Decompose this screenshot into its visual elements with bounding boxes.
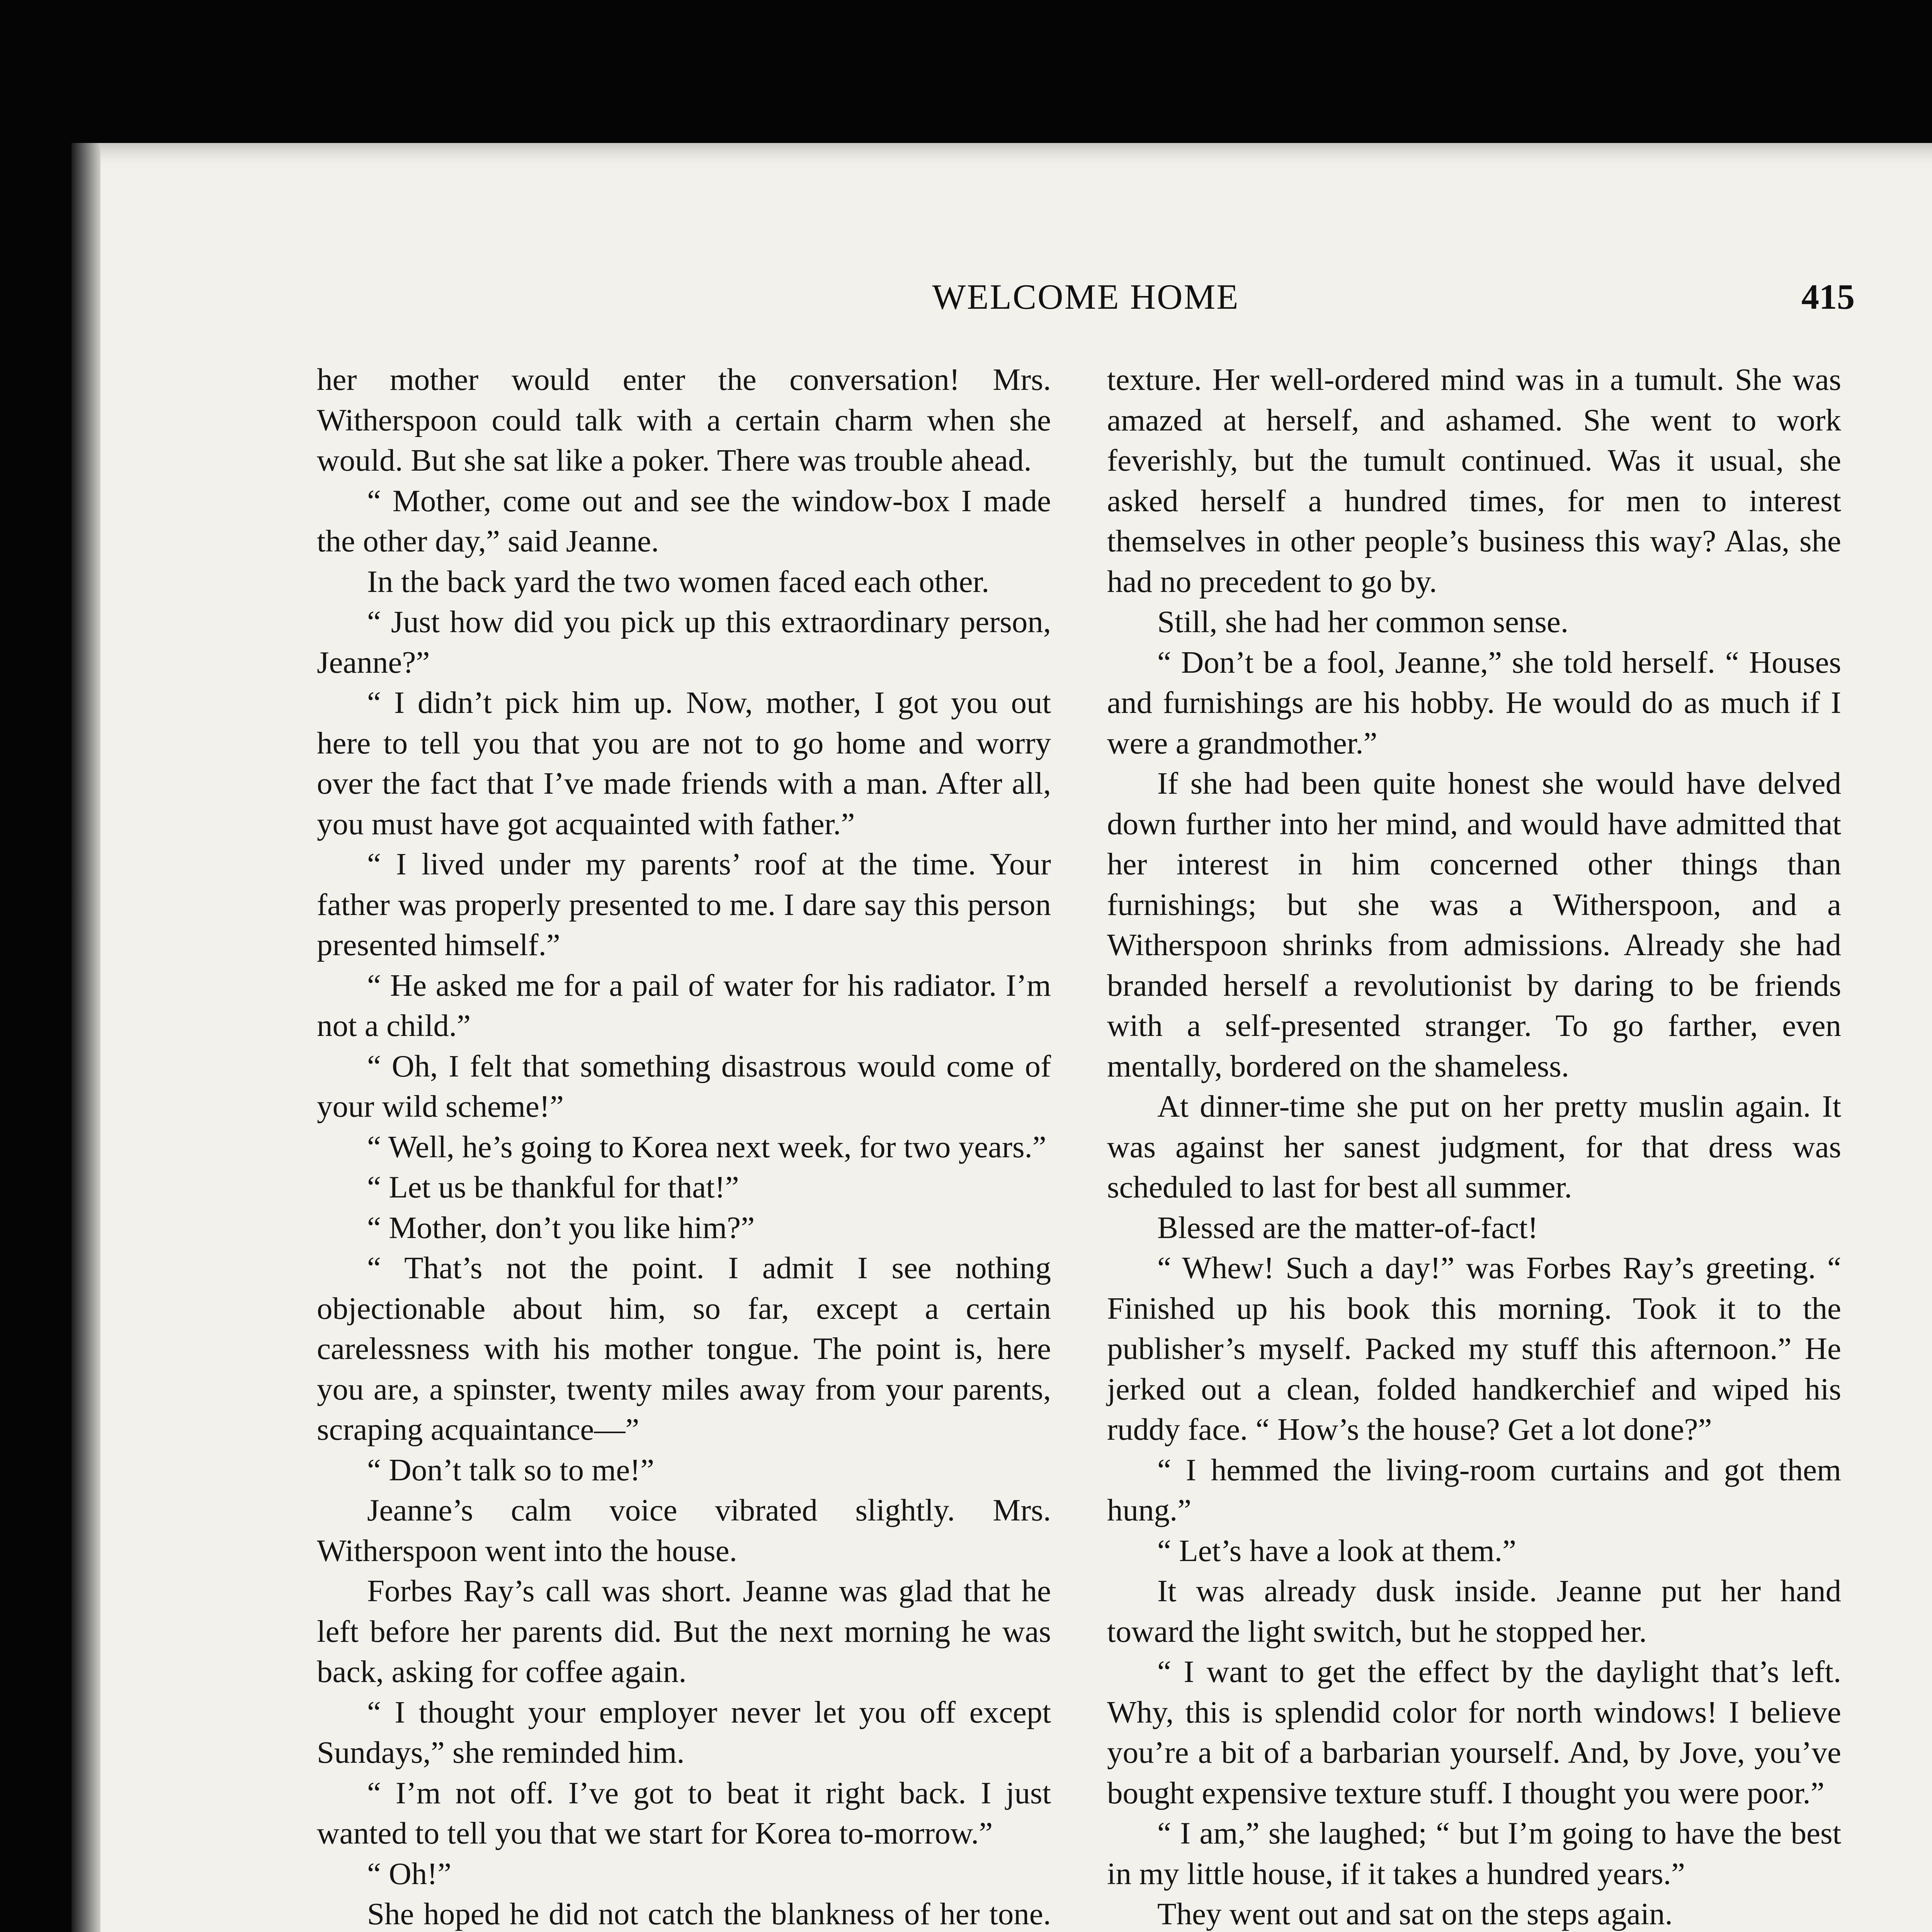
paragraph: Blessed are the matter-of-fact! <box>1157 1210 1538 1245</box>
paragraph: texture. Her well-ordered mind was in a tumult. She was amazed at herself, and ashamed. She went to work feverishly, but the tumult continued. Was it usual, she asked herself a hundred times, for men to interest themselves in other people’s business this way? Alas, she had no precedent to go by. <box>1107 362 1841 599</box>
paragraph: Still, she had her common sense. <box>1157 604 1569 639</box>
text-column-right <box>1107 359 1841 1932</box>
paragraph: “ Mother, come out and see the window-box I made the other day,” said Jeanne. <box>317 483 1051 558</box>
paragraph: Jeanne’s calm voice vibrated slightly. Mrs. Witherspoon went into the house. <box>317 1493 1051 1568</box>
paragraph: “ I want to get the effect by the daylight that’s left. Why, this is splendid color for north windows! I believe you’re a bit of a barbarian yourself. And, by Jove, you’ve bought expensive texture stuff. I thought you were poor.” <box>1107 1654 1841 1810</box>
paragraph: “ Whew! Such a day!” was Forbes Ray’s greeting. “ Finished up his book this morning. Took it to the publisher’s myself. Packed my stuff this afternoon.” He jerked out a clean, folded handkerchief and wiped his ruddy face. “ How’s the house? Get a lot done?” <box>1107 1250 1841 1447</box>
page-number: 415 <box>1801 277 1855 316</box>
paragraph: “ Just how did you pick up this extraordinary person, Jeanne?” <box>317 604 1051 680</box>
paragraph: “ I am,” she laughed; “ but I’m going to have the best in my little house, if it takes a hundred years.” <box>1107 1816 1841 1891</box>
running-title: WELCOME HOME <box>932 277 1240 316</box>
paragraph: “ Mother, don’t you like him?” <box>367 1210 755 1245</box>
paragraph: At dinner-time she put on her pretty muslin again. It was against her sanest judgment, for that dress was scheduled to last for best all summer. <box>1107 1089 1841 1204</box>
paragraph: “ I lived under my parents’ roof at the time. Your father was properly presented to me. I dare say this person presented himself.” <box>317 847 1051 962</box>
paragraph: “ I hemmed the living-room curtains and got them hung.” <box>1107 1452 1841 1527</box>
paragraph: “ That’s not the point. I admit I see nothing objectionable about him, so far, except a certain carelessness with his mother tongue. The point is, here you are, a spinster, twenty miles away from your parents, scraping acquaintance—” <box>317 1250 1051 1447</box>
paragraph: “ Don’t talk so to me!” <box>367 1452 655 1487</box>
paragraph: her mother would enter the conversation! Mrs. Witherspoon could talk with a certain charm when she would. But she sat like a poker. There was trouble ahead. <box>317 362 1051 478</box>
paragraph: She hoped he did not catch the blankness of her tone. <box>367 1896 1051 1931</box>
paragraph: “ Let us be thankful for that!” <box>367 1170 739 1204</box>
paragraph: “ Don’t be a fool, Jeanne,” she told herself. “ Houses and furnishings are his hobby. He would do as much if I were a grandmother.” <box>1107 645 1841 760</box>
paragraph: “ He asked me for a pail of water for his radiator. I’m not a child.” <box>317 968 1051 1043</box>
paragraph: They went out and sat on the steps again. <box>1157 1896 1673 1931</box>
paragraph: “ I’m not off. I’ve got to beat it right back. I just wanted to tell you that we start for Korea to-morrow.” <box>317 1775 1051 1850</box>
paragraph: If she had been quite honest she would have delved down further into her mind, and would have admitted that her interest in him concerned other things than furnishings; but she was a Witherspoon, and a Witherspoon shrinks from admissions. Already she had branded herself a revolutionist by daring to be friends with a self-presented stranger. To go farther, even mentally, bordered on the shameless. <box>1107 766 1841 1083</box>
paragraph: In the back yard the two women faced each other. <box>367 564 990 599</box>
paragraph: It was already dusk inside. Jeanne put her hand toward the light switch, but he stopped her. <box>1107 1573 1841 1649</box>
page-gutter-shadow <box>71 143 100 1932</box>
paragraph: “ Well, he’s going to Korea next week, for two years.” <box>367 1129 1046 1164</box>
paragraph: Forbes Ray’s call was short. Jeanne was glad that he left before her parents did. But the next morning he was back, asking for coffee again. <box>317 1573 1051 1689</box>
paragraph: “ Oh, I felt that something disastrous would come of your wild scheme!” <box>317 1048 1051 1124</box>
text-column-left <box>317 359 1051 1932</box>
paragraph: “ Oh!” <box>367 1856 452 1891</box>
paragraph: “ I didn’t pick him up. Now, mother, I got you out here to tell you that you are not to go home and worry over the fact that I’ve made friends with a man. After all, you must have got acquainted with father.” <box>317 685 1051 841</box>
page-header <box>317 276 1855 319</box>
paragraph: “ Let’s have a look at them.” <box>1157 1533 1516 1568</box>
paragraph: “ I thought your employer never let you off except Sundays,” she reminded him. <box>317 1694 1051 1770</box>
